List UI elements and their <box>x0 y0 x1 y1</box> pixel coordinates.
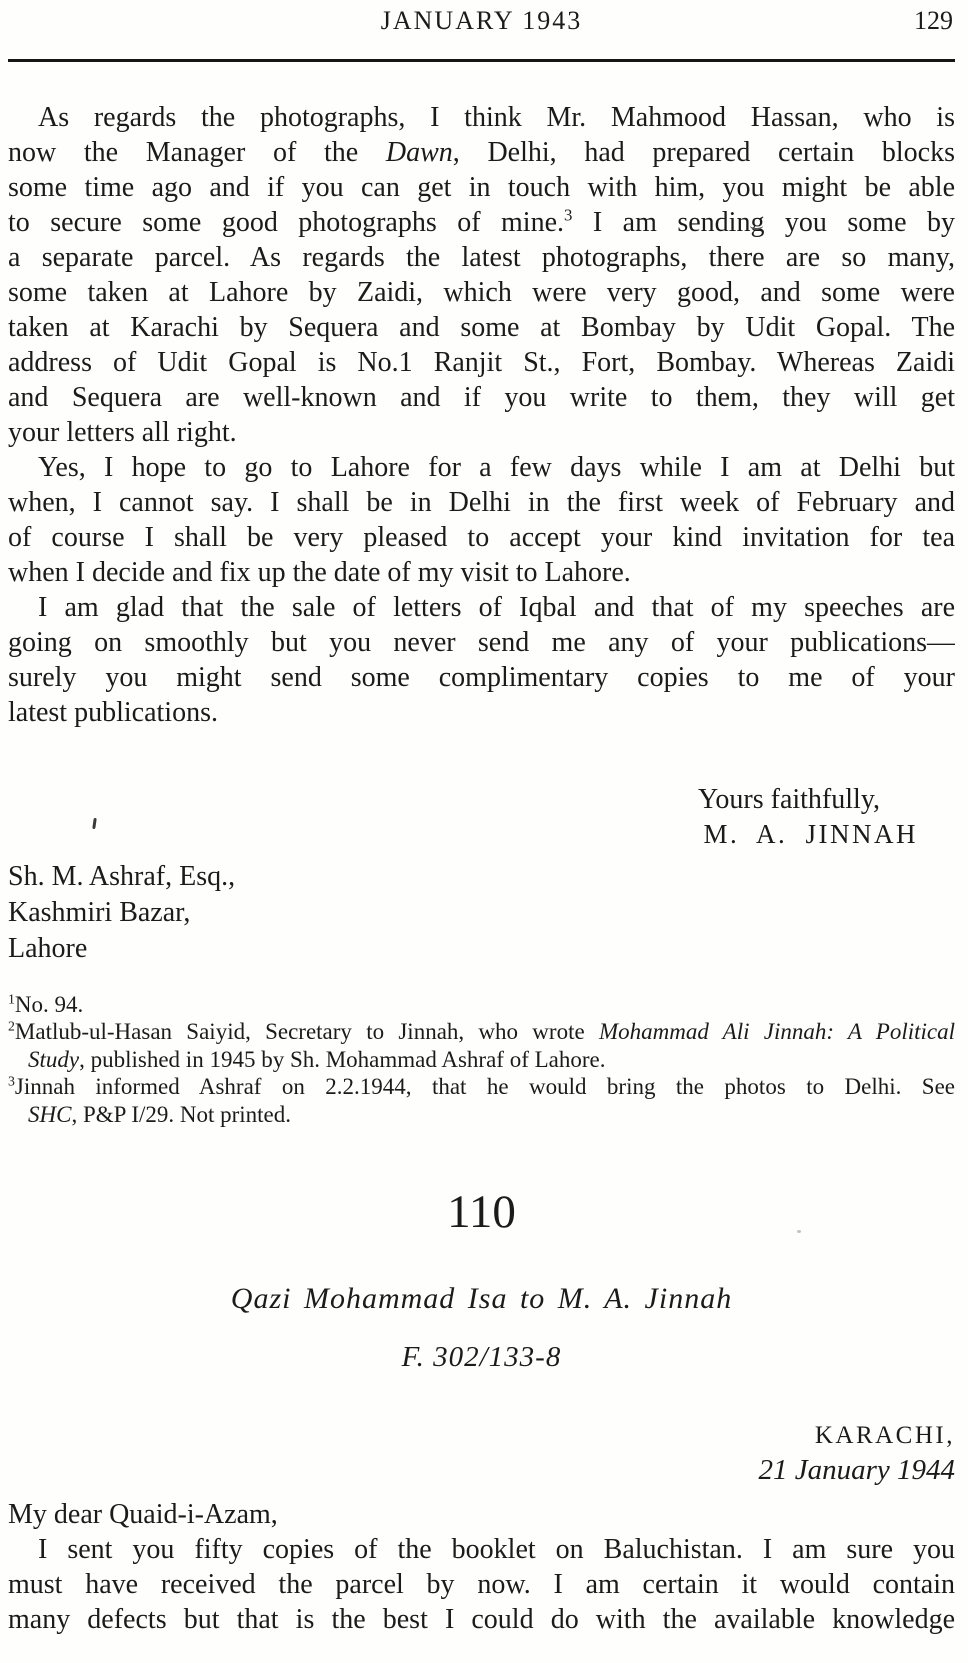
text-line: As regards the photographs, I think Mr. Mahmood Hassan, who is <box>38 102 955 133</box>
footnotes <box>8 991 955 1128</box>
text-line: $^1$No. 94. <box>8 991 84 1017</box>
text-line: I sent you fifty copies of the booklet on Baluchistan. I am sure you <box>38 1533 955 1565</box>
text-line: must have received the parcel by now. I am certain it would contain <box>8 1568 955 1600</box>
letter-paragraph-1 <box>8 100 955 450</box>
page-number: 129 <box>914 6 953 35</box>
text-line: $^3$Jinnah informed Ashraf on 2.2.1944, that he would bring the photos to Delhi. See <box>8 1073 955 1100</box>
text-line: $^2$Matlub-ul-Hasan Saiyid, Secretary to Jinnah, who wrote Mohammad Ali Jinnah: A Political <box>8 1018 955 1045</box>
text-line: surely you might send some complimentary copies to me of your <box>8 662 955 693</box>
header-rule <box>8 59 955 62</box>
letter-place: KARACHI, <box>814 1421 955 1449</box>
letter-date: 21 January 1944 <box>758 1453 955 1486</box>
letter-paragraph-2 <box>8 450 955 590</box>
text-line: now the Manager of the Dawn, Delhi, had prepared certain blocks <box>8 137 955 168</box>
running-head: JANUARY 1943 <box>380 6 583 35</box>
text-line: of course I shall be very pleased to accept your kind invitation for tea <box>8 522 955 553</box>
page-header <box>8 0 955 38</box>
document-title: Qazi Mohammad Isa to M. A. Jinnah <box>230 1281 733 1315</box>
text-line: Study, published in 1945 by Sh. Mohammad Ashraf of Lahore. <box>28 1046 606 1072</box>
recipient-address <box>8 859 955 967</box>
text-line: some time ago and if you can get in touch with him, you might be able <box>8 172 955 203</box>
text-line: Kashmiri Bazar, <box>8 897 191 928</box>
text-line: to secure some good photographs of mine.$^3$ I am sending you some by <box>8 205 955 238</box>
text-line: when, I cannot say. I shall be in Delhi in the first week of February and <box>8 487 955 518</box>
text-line: address of Udit Gopal is No.1 Ranjit St., Fort, Bombay. Whereas Zaidi <box>8 347 955 378</box>
signature: M. A. JINNAH <box>703 819 918 849</box>
text-line: latest publications. <box>8 697 218 728</box>
text-line: many defects but that is the best I could do with the available knowledge <box>8 1603 955 1635</box>
text-line: Sh. M. Ashraf, Esq., <box>8 861 236 892</box>
text-line: taken at Karachi by Sequera and some at Bombay by Udit Gopal. The <box>8 312 955 343</box>
document-number: 110 <box>447 1185 516 1238</box>
text-line: a separate parcel. As regards the latest photographs, there are so many, <box>8 242 955 273</box>
valediction: Yours faithfully, <box>697 784 880 815</box>
letter-body <box>8 100 955 730</box>
text-line: your letters all right. <box>8 417 237 448</box>
text-line: and Sequera are well-known and if you write to them, they will get <box>8 382 955 413</box>
text-line: SHC, P&P I/29. Not printed. <box>28 1101 292 1127</box>
document-file-reference: F. 302/133-8 <box>401 1340 562 1373</box>
text-line: going on smoothly but you never send me any of your publications— <box>8 627 955 658</box>
text-line: Lahore <box>8 933 88 964</box>
text-line: when I decide and fix up the date of my visit to Lahore. <box>8 557 631 588</box>
text-line: I am glad that the sale of letters of Iqbal and that of my speeches are <box>38 592 955 623</box>
text-line: some taken at Lahore by Zaidi, which were very good, and some were <box>8 277 955 308</box>
letter-opening-paragraph <box>8 1532 955 1637</box>
text-line: Yes, I hope to go to Lahore for a few days while I am at Delhi but <box>38 452 955 483</box>
letter-salutation: My dear Quaid-i-Azam, <box>8 1498 278 1530</box>
letter-paragraph-3 <box>8 590 955 730</box>
